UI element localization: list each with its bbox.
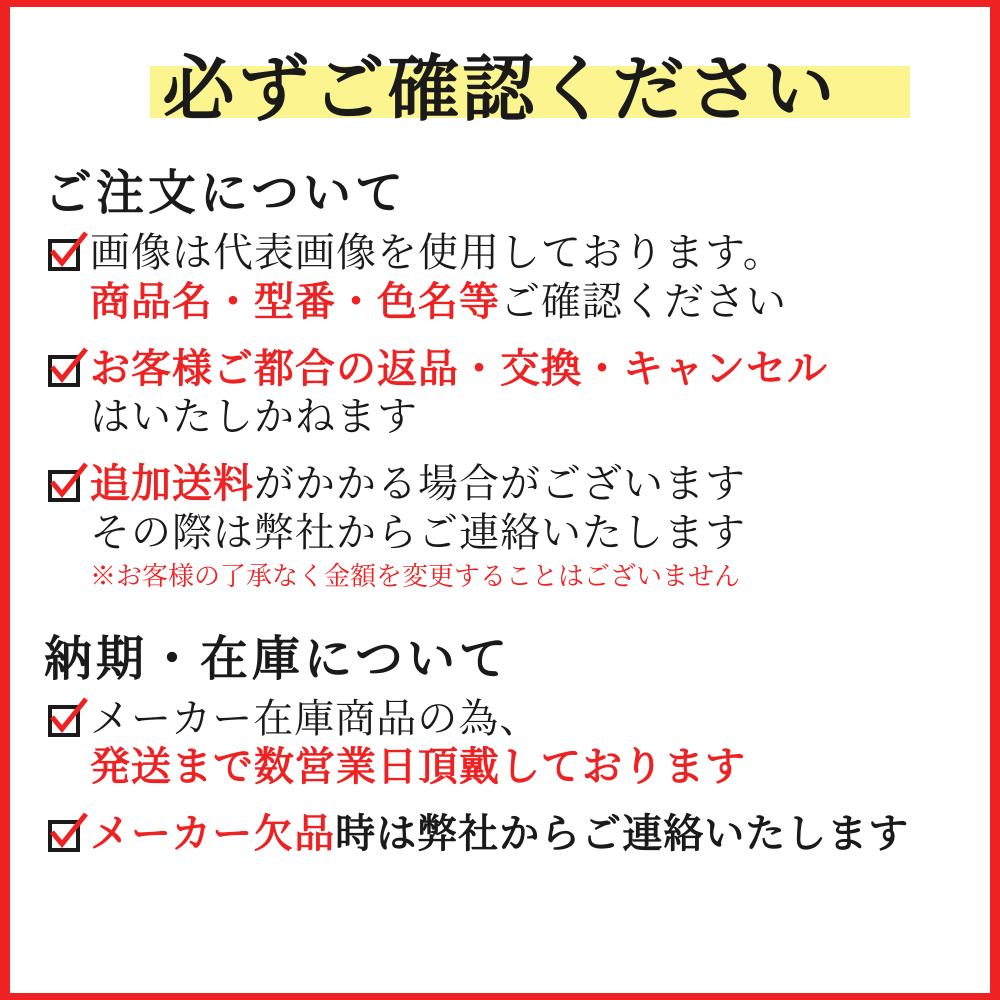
list-item-line: 発送まで数営業日頂戴しております xyxy=(90,743,746,791)
list-item-line: メーカー在庫商品の為、 xyxy=(90,695,541,742)
emphasis-red: 追加送料 xyxy=(90,460,254,508)
list-item-line: 画像は代表画像を使用しております。 xyxy=(90,230,784,276)
list-item xyxy=(46,810,970,859)
checkbox-checked-icon xyxy=(46,351,86,391)
page-title-block xyxy=(30,34,970,144)
checkbox-checked-icon xyxy=(46,701,86,741)
checkbox-checked-icon xyxy=(46,235,86,275)
emphasis-red: 商品名・型番・色名等 xyxy=(90,277,500,325)
section-heading-delivery: 納期・在庫について xyxy=(44,630,512,687)
section-heading-order: ご注文について xyxy=(44,165,408,221)
list-item-text xyxy=(86,810,970,859)
plain-text: がかかる場合がございます xyxy=(254,461,746,508)
list-item xyxy=(46,229,970,327)
checkbox-checked-icon xyxy=(46,816,86,856)
list-item-line: はいたしかねます xyxy=(90,394,418,441)
list-item-text xyxy=(86,345,970,443)
list-item-line xyxy=(90,810,970,859)
list-item-line: お客様ご都合の返品・交換・キャンセル xyxy=(90,344,828,392)
checkbox-checked-icon xyxy=(46,466,86,506)
list-item-line xyxy=(90,460,970,509)
list-item xyxy=(46,345,970,443)
plain-text: ご確認ください xyxy=(500,278,787,325)
list-item-text xyxy=(86,695,970,793)
emphasis-red: メーカー欠品 xyxy=(90,810,336,858)
list-item-note: ※お客様の了承なく金額を変更することはございません xyxy=(90,561,741,592)
list-item xyxy=(46,460,970,593)
list-item-line xyxy=(90,278,970,327)
list-item xyxy=(46,695,970,793)
list-item-text xyxy=(86,229,970,327)
plain-text: 時は弊社からご連絡いたします xyxy=(335,810,910,858)
list-item-text xyxy=(86,460,970,593)
list-item-line: その際は弊社からご連絡いたします xyxy=(90,509,746,556)
page-title: 必ずご確認ください xyxy=(162,46,838,131)
